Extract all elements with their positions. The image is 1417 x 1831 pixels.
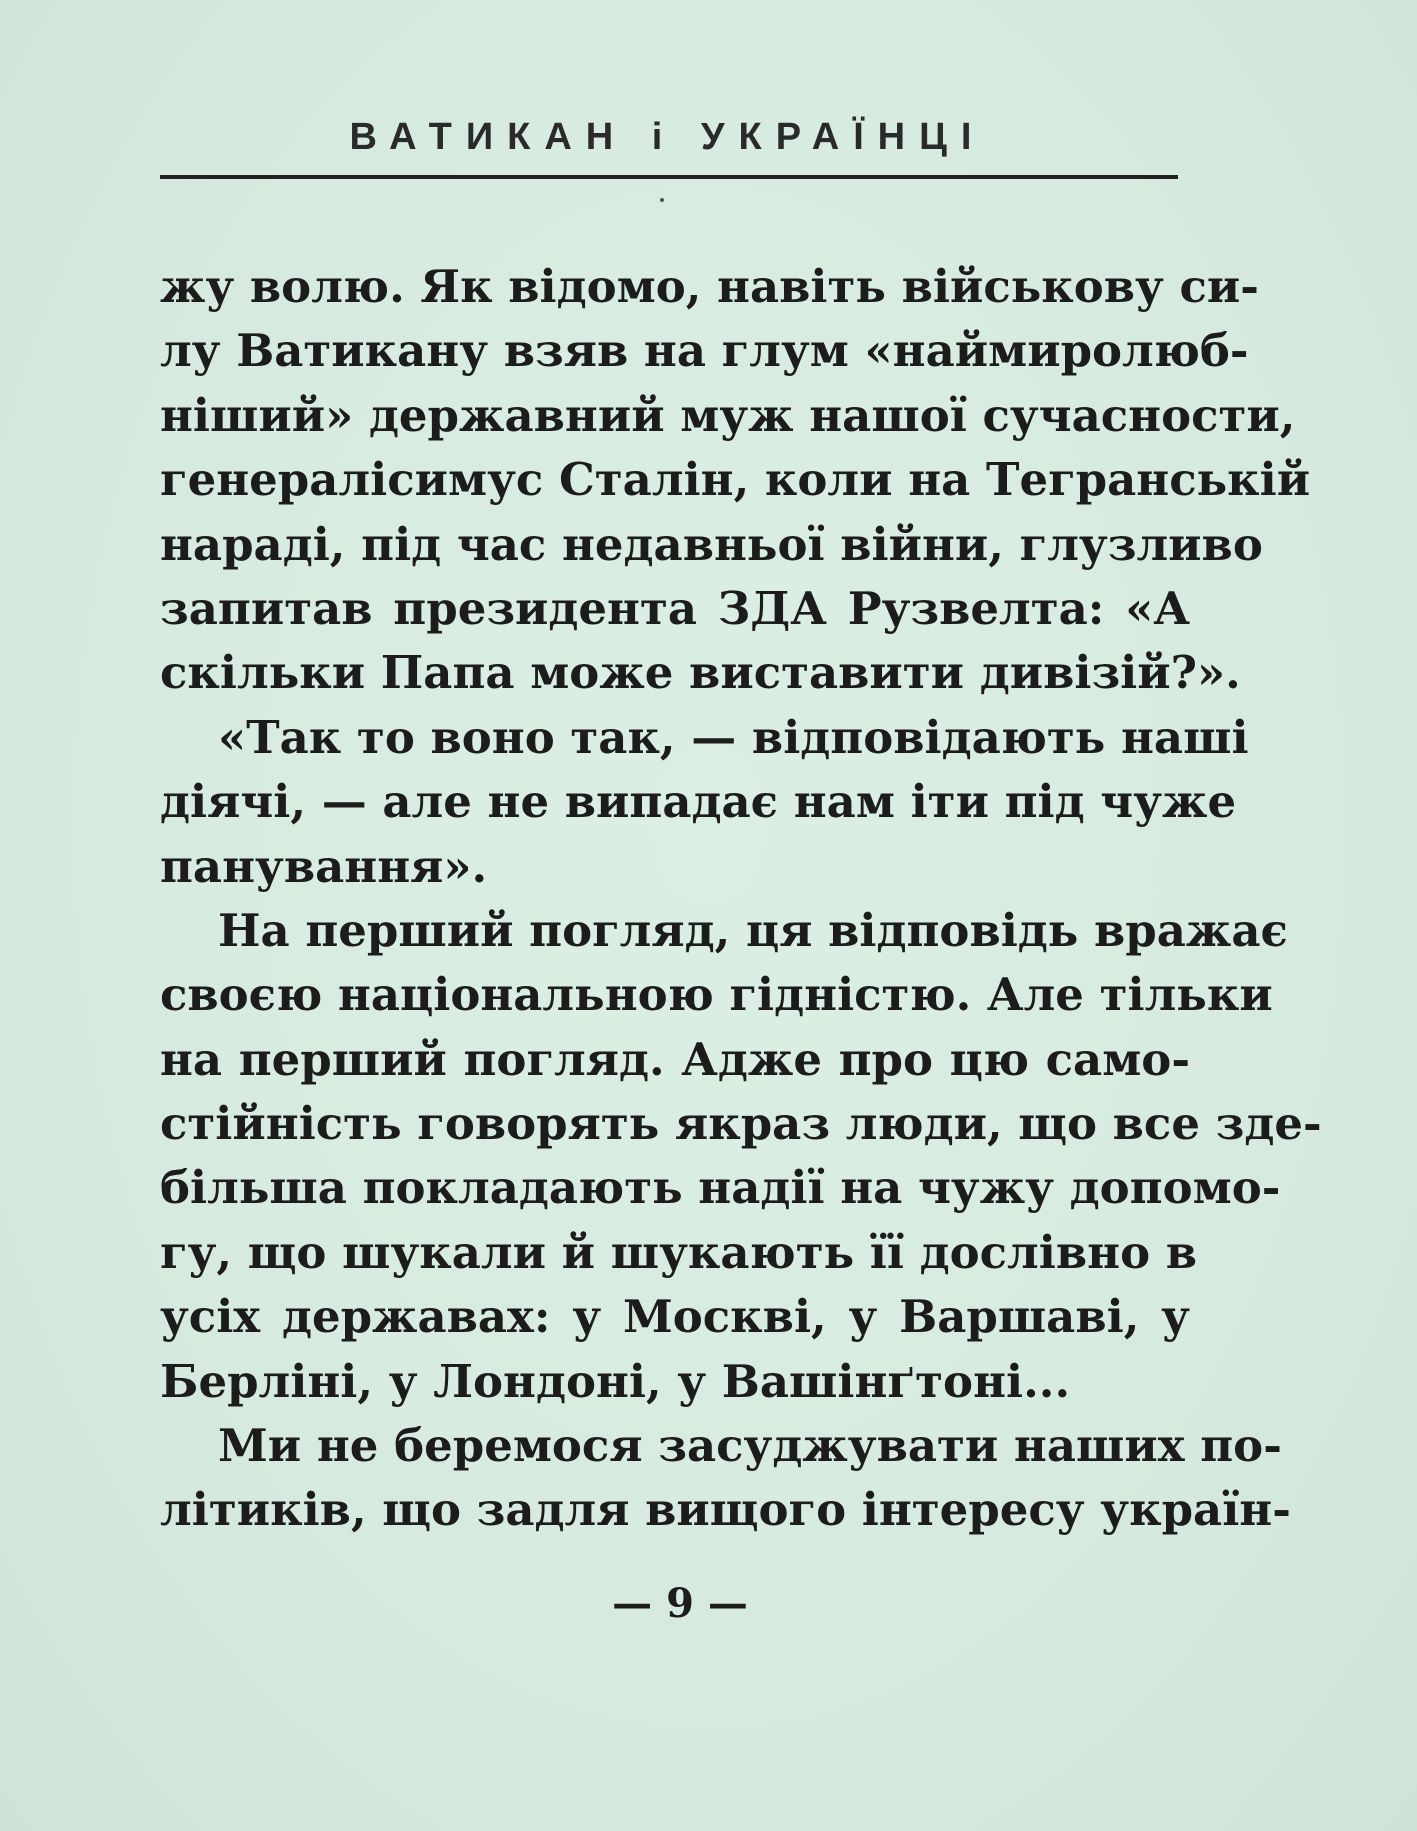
text-line: ніший» державний муж нашої сучасности,: [160, 388, 1296, 442]
text-line: своєю національною гідністю. Але тільки: [160, 968, 1273, 1022]
running-head: ВАТИКАН і УКРАЇНЦІ: [349, 116, 986, 158]
text-line: літиків, що задля вищого інтересу україн-: [160, 1483, 1291, 1537]
text-line: «Так то воно так, — відповідають наші: [218, 710, 1249, 764]
text-line: запитав президента ЗДА Рузвелта: «А: [160, 581, 1190, 635]
text-line: стійність говорять якраз люди, що все зде-: [160, 1097, 1322, 1151]
text-line: скільки Папа може виставити дивізій?».: [160, 646, 1241, 700]
page-number: — 9 —: [612, 1580, 748, 1627]
text-line: діячі, — але не випадає нам іти під чуже: [160, 775, 1237, 829]
text-line: лу Ватикану взяв на глум «наймиролюб-: [160, 324, 1249, 378]
print-speck: [660, 198, 664, 202]
text-line: нараді, під час недавньої війни, глузливо: [160, 517, 1263, 571]
text-line: усіх державах: у Москві, у Варшаві, у: [160, 1290, 1190, 1344]
text-line: більша покладають надії на чужу допомо-: [160, 1161, 1281, 1215]
text-line: генералісимус Сталін, коли на Тегранській: [160, 453, 1311, 507]
text-line: Берліні, у Лондоні, у Вашінґтоні...: [160, 1354, 1071, 1408]
body-text: [160, 255, 1322, 1543]
text-line: На перший погляд, ця відповідь вражає: [218, 903, 1288, 957]
header-rule: [160, 175, 1178, 179]
text-line: панування».: [160, 839, 488, 893]
text-line: жу волю. Як відомо, навіть військову си-: [160, 260, 1259, 313]
text-line: Ми не беремося засуджувати наших по-: [218, 1419, 1282, 1473]
text-line: на перший погляд. Адже про цю само-: [160, 1032, 1190, 1086]
text-line: гу, що шукали й шукають її дослівно в: [160, 1225, 1198, 1279]
